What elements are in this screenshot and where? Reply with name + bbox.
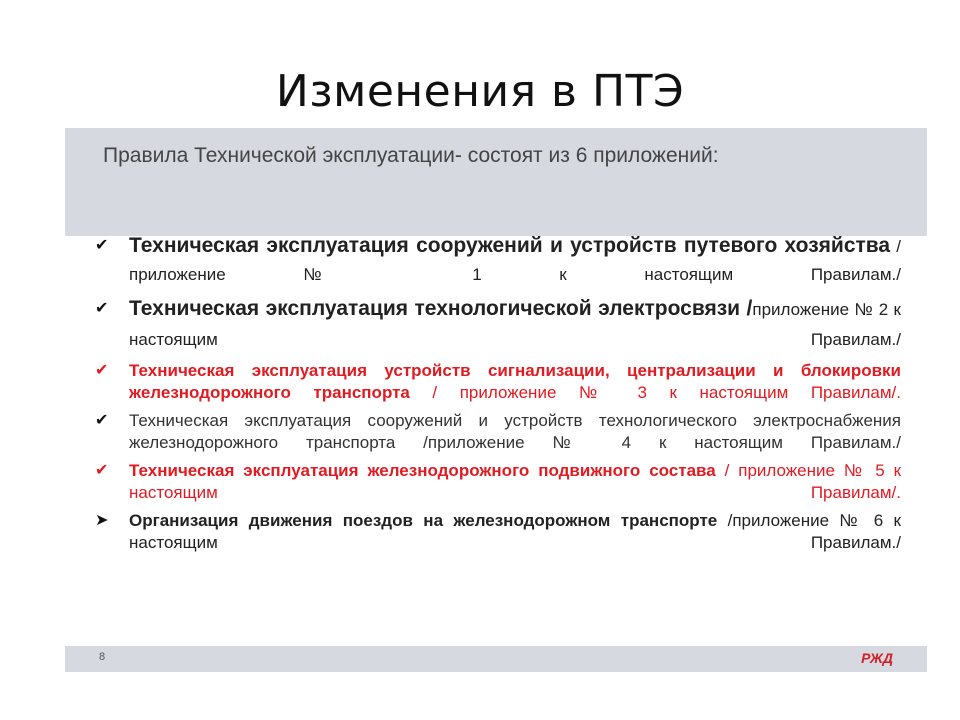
item-reference: приложение № 2 к настоящим Правилам./ xyxy=(129,300,901,349)
slide-footer xyxy=(65,646,927,672)
checkmark-icon: ✔ xyxy=(95,237,109,254)
rzd-logo: РЖД xyxy=(861,650,893,666)
content-panel xyxy=(65,128,927,672)
appendix-list xyxy=(95,232,901,560)
checkmark-icon: ✔ xyxy=(95,300,109,317)
list-item xyxy=(95,232,901,288)
panel-header xyxy=(65,128,927,236)
checkmark-icon: ✔ xyxy=(95,462,109,479)
list-item xyxy=(95,410,901,454)
item-reference: /приложение № 1 к настоящим Правилам./ xyxy=(129,237,901,284)
arrow-bullet-icon: ➤ xyxy=(95,512,109,529)
slide-title: Изменения в ПТЭ xyxy=(275,66,685,117)
item-reference: / приложение № 3 к настоящим Правилам/. xyxy=(409,383,902,402)
item-title: Техническая эксплуатация железнодорожного подвижного состава xyxy=(129,461,716,480)
list-item xyxy=(95,510,901,554)
item-reference: /приложение № 6 к настоящим Правилам./ xyxy=(129,511,901,552)
checkmark-icon: ✔ xyxy=(95,362,109,379)
item-title: Техническая эксплуатация технологической электросвязи / xyxy=(129,297,753,320)
page-number: 8 xyxy=(99,651,106,663)
item-title: Организация движения поездов на железнодорожном транспорте xyxy=(129,511,718,530)
intro-text: Правила Технической эксплуатации- состоят из 6 приложений: xyxy=(103,144,719,167)
list-item xyxy=(95,294,901,354)
checkmark-icon: ✔ xyxy=(95,412,109,429)
item-reference: / приложение № 5 к настоящим Правилам/. xyxy=(129,461,902,502)
list-item xyxy=(95,460,901,504)
list-item xyxy=(95,360,901,404)
item-title: Техническая эксплуатация устройств сигнализации, централизации и блокировки железнодорожного транспорта xyxy=(129,361,901,402)
item-reference: Техническая эксплуатация сооружений и устройств технологического электроснабжения железнодорожного транспорта /приложение № 4 к настоящим Правилам./ xyxy=(129,411,901,452)
item-title: Техническая эксплуатация сооружений и устройств путевого хозяйства xyxy=(129,234,891,257)
